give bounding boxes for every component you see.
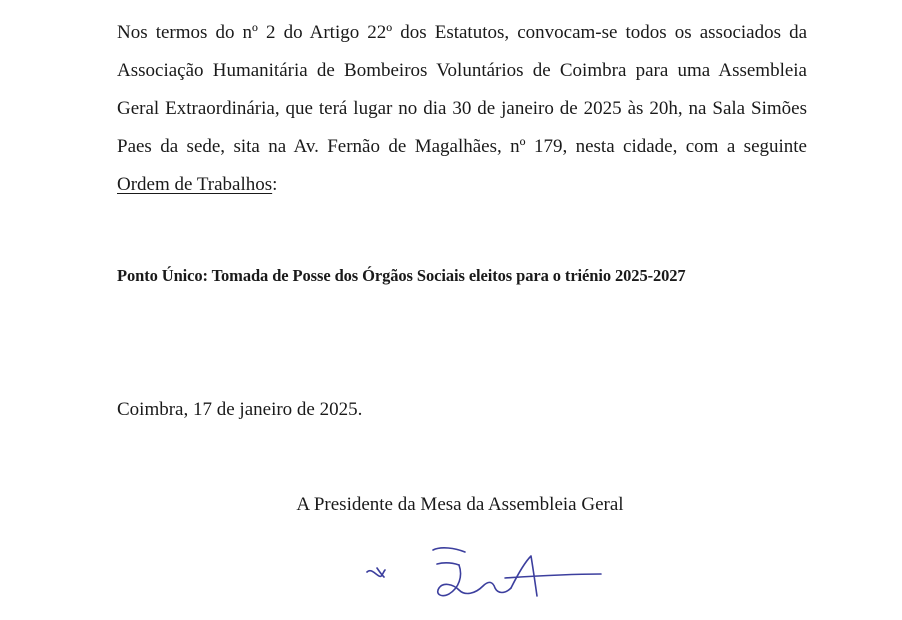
convocation-paragraph [117, 14, 807, 204]
convocation-text: Nos termos do nº 2 do Artigo 22º dos Estatutos, convocam-se todos os associados da Associação Humanitária de Bombeiros Voluntários de Coimbra para uma Assembleia Geral Extraordinária, que terá lugar no dia 30 de janeiro de 2025 às 20h, na Sala Simões Paes da sede, sita na Av. Fernão de Magalhães, nº 179, nesta cidade, com a seguinte [117, 22, 807, 157]
convocation-end-punctuation: : [272, 174, 278, 195]
handwritten-signature [355, 538, 615, 610]
signature-stroke-initial [367, 568, 385, 577]
signature-stroke-body [438, 565, 511, 596]
agenda-item: Ponto Único: Tomada de Posse dos Órgãos Sociais eleitos para o triénio 2025-2027 [117, 266, 686, 285]
signatory-title: A Presidente da Mesa da Assembleia Geral [296, 494, 624, 515]
signature-stroke-dash [437, 563, 459, 565]
signature-stroke-line [505, 574, 601, 578]
agenda-heading-underlined: Ordem de Trabalhos [117, 174, 273, 195]
place-and-date: Coimbra, 17 de janeiro de 2025. [117, 399, 363, 420]
signature-stroke-top [433, 548, 465, 552]
